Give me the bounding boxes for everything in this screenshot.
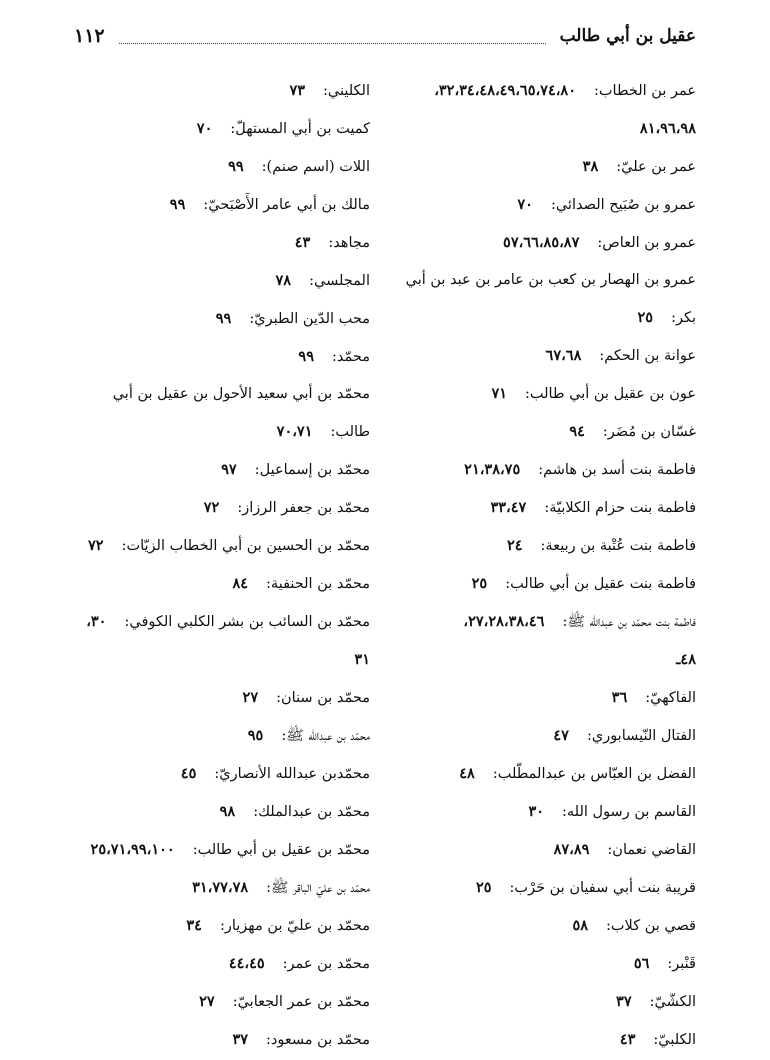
entry-pages: ٩٨ — [219, 803, 236, 820]
index-entry — [74, 224, 370, 262]
entry-name: محمّد بن عبدالملك: — [253, 804, 370, 820]
entry-pages: ٣٧ — [232, 1031, 249, 1048]
index-entry — [384, 755, 696, 793]
index-column-right — [384, 72, 696, 1059]
entry-name: محب الدّين الطبريّ: — [249, 311, 370, 327]
index-entry — [74, 376, 370, 413]
entry-pages: ٣٨ — [582, 158, 599, 175]
entry-name: طالب: — [330, 424, 370, 440]
entry-name: كميت بن أبي المستهلّ: — [230, 121, 370, 137]
entry-pages: ٤٥ — [180, 765, 197, 782]
index-entry — [384, 299, 696, 337]
index-entry — [74, 793, 370, 831]
entry-name: قَنْبر: — [667, 956, 696, 972]
index-entry — [384, 527, 696, 565]
entry-pages: ٧٠،٧١ — [276, 423, 313, 440]
entry-name: عون بن عقيل بن أبي طالب: — [525, 386, 696, 402]
entry-name: القاضي نعمان: — [607, 842, 696, 858]
index-entry — [74, 338, 370, 376]
index-entry — [384, 679, 696, 717]
index-entry — [384, 186, 696, 224]
entry-pages: ٣٤ — [186, 917, 202, 934]
entry-pages: ٧٨ — [275, 272, 292, 289]
entry-pages: ٤٧ — [553, 727, 569, 744]
index-entry — [384, 907, 696, 945]
entry-name: الكلبيّ: — [653, 1032, 696, 1048]
entry-pages: ٩٩ — [169, 196, 186, 213]
entry-name: غسّان بن مُضَر: — [602, 424, 696, 440]
entry-pages: ٢٤ — [506, 537, 523, 554]
page-header — [74, 22, 696, 50]
entry-pages: ٤٤،٤٥ — [228, 955, 265, 972]
entry-name: القاسم بن رسول الله: — [562, 804, 696, 820]
entry-pages: ٣٦ — [611, 689, 628, 706]
entry-pages: ٢٧ — [199, 993, 215, 1010]
entry-name: عمر بن عليّ: — [616, 159, 696, 175]
entry-pages: ٤٨ـ — [676, 651, 696, 668]
entry-name: الفاكهيّ: — [645, 690, 696, 706]
index-entry — [384, 148, 696, 186]
entry-name: محمّد بن الحسين بن أبي الخطاب الزيّات: — [121, 538, 370, 554]
entry-pages: ٨٤ — [232, 575, 249, 592]
page-number: ١١٢ — [74, 25, 105, 47]
index-entry — [74, 603, 370, 641]
entry-pages: ٢٥ — [471, 575, 488, 592]
entry-name: محمّدبن عبدالله الأنصاريّ: — [214, 766, 370, 782]
entry-pages: ٥٧،٦٦،٨٥،٨٧ — [503, 234, 580, 251]
entry-pages: ٦٧،٦٨ — [545, 347, 582, 364]
entry-name: عمرو بن صُبَيح الصدائي: — [550, 197, 696, 213]
entry-pages: ٣١،٧٧،٧٨ — [192, 879, 249, 896]
index-entry — [384, 72, 696, 110]
index-entry — [74, 869, 370, 907]
index-entry — [74, 717, 370, 755]
entry-name: الكليني: — [323, 83, 370, 99]
entry-name: الفضل بن العبّاس بن عبدالمطّلب: — [492, 766, 696, 782]
index-entry — [74, 679, 370, 717]
running-title: عقيل بن أبي طالب — [559, 26, 696, 46]
entry-pages: ٩٧ — [221, 461, 237, 478]
index-entry — [74, 110, 370, 148]
entry-name: محمّد بن عبدالله ﷺ: — [281, 728, 370, 744]
index-entry — [74, 413, 370, 451]
index-entry — [384, 983, 696, 1021]
entry-pages: ٢٧،٢٨،٣٨،٤٦، — [463, 613, 545, 630]
entry-pages: ٧٢ — [203, 499, 220, 516]
entry-pages: ٣٧ — [616, 993, 632, 1010]
entry-pages: ٨١،٩٦،٩٨ — [639, 120, 696, 137]
index-entry — [384, 717, 696, 755]
entry-pages: ٢٧ — [242, 689, 259, 706]
entry-pages: ٧٢ — [87, 537, 104, 554]
index-entry — [74, 907, 370, 945]
index-entry — [74, 489, 370, 527]
entry-pages: ٣٠، — [86, 613, 107, 630]
index-entry — [74, 527, 370, 565]
entry-pages: ٣٠ — [528, 803, 545, 820]
entry-name: محمّد بن عليّ بن مهزيار: — [219, 918, 370, 934]
entry-name: الكشّيّ: — [649, 994, 696, 1010]
index-entry — [74, 945, 370, 983]
entry-name: محمّد بن عمر الجعابيّ: — [232, 994, 370, 1010]
entry-name: قصي بن كلاب: — [606, 918, 696, 934]
index-entry — [74, 300, 370, 338]
entry-pages: ٥٦ — [633, 955, 650, 972]
entry-pages: ٣٢،٣٤،٤٨،٤٩،٦٥،٧٤،٨٠، — [434, 82, 577, 99]
entry-name: محمّد بن مسعود: — [266, 1032, 370, 1048]
index-entry — [74, 1021, 370, 1059]
entry-name: اللات (اسم صنم): — [261, 159, 370, 175]
entry-name: محمّد بن الحنفية: — [266, 576, 370, 592]
index-entry — [384, 489, 696, 527]
entry-name: فاطمة بنت عقيل بن أبي طالب: — [505, 576, 696, 592]
index-entry — [384, 224, 696, 262]
index-entry — [384, 565, 696, 603]
index-entry — [74, 451, 370, 489]
entry-name: محمّد بن السائب بن بشر الكلبي الكوفي: — [124, 614, 370, 630]
index-entry — [74, 831, 370, 869]
index-entry — [74, 186, 370, 224]
entry-pages: ٩٥ — [247, 727, 264, 744]
index-column-left — [74, 72, 370, 1059]
entry-name: عمرو بن الهصار بن كعب بن عامر بن عبد بن أبي — [405, 272, 696, 288]
index-entry — [384, 375, 696, 413]
entry-pages: ٩٩ — [298, 348, 314, 365]
entry-name: محمّد بن جعفر الرزاز: — [237, 500, 370, 516]
index-entry — [384, 641, 696, 679]
entry-name: فاطمة بنت أسد بن هاشم: — [538, 462, 696, 478]
entry-name: المجلسي: — [309, 273, 370, 289]
entry-pages: ٤٣ — [294, 234, 311, 251]
header-dot-leader — [119, 29, 546, 44]
index-entry — [384, 413, 696, 451]
entry-pages: ٢٥ — [475, 879, 492, 896]
entry-pages: ٤٨ — [459, 765, 475, 782]
index-entry — [74, 148, 370, 186]
entry-pages: ٢٥ — [637, 309, 654, 326]
entry-name: عوانة بن الحكم: — [599, 348, 696, 364]
entry-name: فاطمة بنت عُتْبة بن ربيعة: — [540, 538, 696, 554]
index-entry — [74, 641, 370, 679]
index-entry — [384, 451, 696, 489]
index-entry — [74, 755, 370, 793]
entry-name: محمّد بن سنان: — [276, 690, 370, 706]
entry-name: فاطمة بنت محمّد بن عبدالله ﷺ: — [562, 614, 696, 630]
index-entry — [384, 793, 696, 831]
entry-name: عمرو بن العاص: — [597, 235, 696, 251]
entry-name: محمّد بن أبي سعيد الأحول بن عقيل بن أبي — [112, 386, 370, 402]
entry-name: مجاهد: — [328, 235, 370, 251]
entry-name: محمّد بن إسماعيل: — [254, 462, 370, 478]
entry-pages: ٢١،٣٨،٧٥ — [464, 461, 521, 478]
index-entry — [74, 262, 370, 300]
index-entry — [384, 337, 696, 375]
index-entry — [384, 869, 696, 907]
index-entry — [74, 983, 370, 1021]
entry-pages: ٩٩ — [228, 158, 244, 175]
entry-name: محمّد بن عقيل بن أبي طالب: — [192, 842, 370, 858]
entry-name: مالك بن أبي عامر الأَصْبَحيّ: — [203, 197, 370, 213]
index-entry — [74, 565, 370, 603]
entry-name: محمّد: — [331, 349, 370, 365]
index-entry — [74, 72, 370, 110]
entry-pages: ٣٣،٤٧ — [490, 499, 527, 516]
entry-pages: ٢٥،٧١،٩٩،١٠٠ — [90, 841, 175, 858]
entry-name: فاطمة بنت حزام الكلابيّة: — [544, 500, 696, 516]
entry-pages: ٧٠ — [517, 196, 533, 213]
entry-pages: ٤٣ — [619, 1031, 636, 1048]
entry-pages: ٨٧،٨٩ — [553, 841, 590, 858]
index-entry — [384, 110, 696, 148]
entry-pages: ٧٠ — [196, 120, 213, 137]
entry-name: عمر بن الخطاب: — [594, 83, 696, 99]
entry-pages: ٧١ — [491, 385, 508, 402]
index-entry — [384, 1021, 696, 1059]
entry-name: قريبة بنت أبي سفيان بن حَرْب: — [509, 880, 696, 896]
entry-name: محمّد بن عليّ الباقر ﷺ: — [266, 880, 370, 896]
entry-pages: ٥٨ — [572, 917, 589, 934]
entry-pages: ٣١ — [354, 651, 370, 668]
index-entry — [384, 603, 696, 641]
index-entry — [384, 262, 696, 299]
index-entry — [384, 945, 696, 983]
entry-name: محمّد بن عمر: — [282, 956, 370, 972]
entry-pages: ٧٣ — [289, 82, 306, 99]
index-entry — [384, 831, 696, 869]
entry-pages: ٩٩ — [215, 310, 232, 327]
entry-name: بكر: — [671, 310, 696, 326]
entry-pages: ٩٤ — [569, 423, 585, 440]
entry-name: الفتال النّيسابوري: — [586, 728, 696, 744]
